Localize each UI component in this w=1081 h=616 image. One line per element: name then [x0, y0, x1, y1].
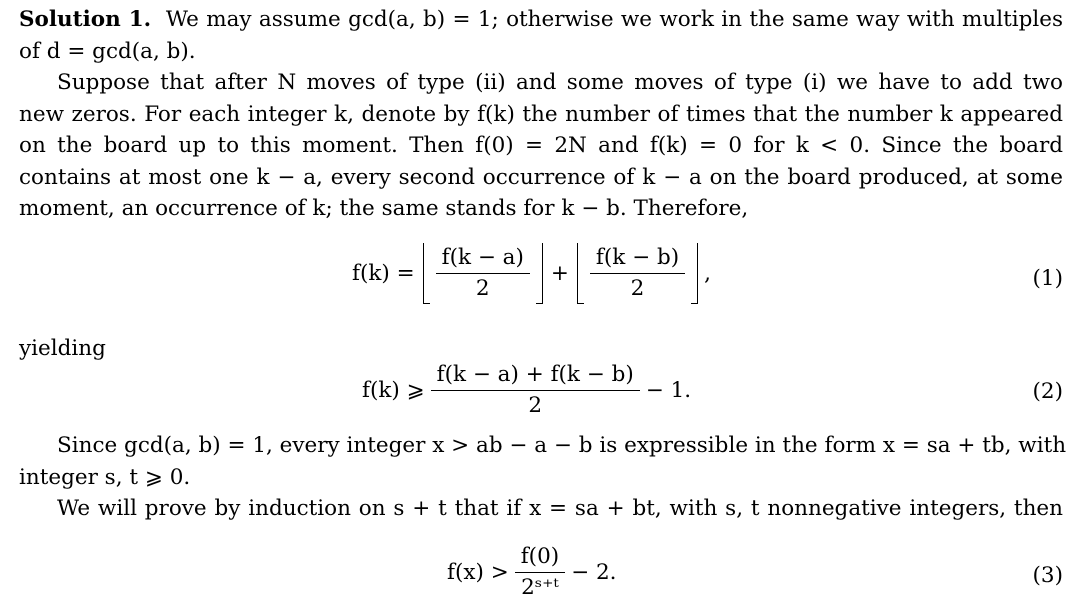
- equation-2: [0, 360, 1081, 430]
- denominator: 2: [630, 276, 645, 301]
- paragraph-1: [19, 4, 1063, 67]
- fraction: [515, 542, 565, 603]
- text-line: new zeros. For each integer k, denote by f(k) the number of times that the number k appeared: [19, 101, 1063, 127]
- numerator: f(k − b): [590, 243, 685, 274]
- plus-sign: +: [550, 261, 569, 286]
- equation-number: (2): [1032, 379, 1063, 404]
- paragraph-4: [19, 493, 1063, 525]
- text-line: of d = gcd(a, b).: [19, 38, 196, 64]
- text-line: integer s, t ⩾ 0.: [19, 464, 191, 490]
- fraction: [436, 243, 530, 304]
- numerator: f(k − a): [436, 243, 530, 274]
- denominator: 2ˢ⁺ᵗ: [521, 575, 559, 600]
- text-line: Since gcd(a, b) = 1, every integer x > ab − a − b is expressible in the form x = sa + tb, with: [57, 433, 1067, 458]
- eq3-lhs: f(x) >: [447, 560, 509, 585]
- floor-bracket: [577, 243, 698, 304]
- eq2-tail: − 1.: [645, 378, 692, 403]
- paragraph-3: [19, 430, 1067, 493]
- text-line: [19, 4, 1063, 36]
- equation-1: [0, 243, 1081, 313]
- equation-body: [352, 243, 711, 304]
- denominator: 2: [475, 276, 490, 301]
- text-line: Suppose that after N moves of type (ii) and some moves of type (i) we have to add two: [57, 70, 1063, 95]
- fraction: [590, 243, 685, 304]
- equation-number: (1): [1032, 266, 1063, 291]
- text-line: on the board up to this moment. Then f(0) = 2N and f(k) = 0 for k < 0. Since the board: [19, 133, 1063, 158]
- text-line: contains at most one k − a, every second occurrence of k − a on the board produced, at some: [19, 164, 1063, 190]
- paragraph-2: [19, 67, 1063, 225]
- eq2-lhs: f(k) ⩾: [362, 378, 425, 403]
- floor-bracket: [423, 243, 543, 304]
- numerator: f(0): [515, 542, 565, 573]
- eq1-tail: ,: [704, 261, 711, 286]
- text-line: We will prove by induction on s + t that if x = sa + bt, with s, t nonnegative integers, then: [57, 496, 1063, 521]
- line-text: We may assume gcd(a, b) = 1; otherwise we work in the same way with multiples: [165, 7, 1063, 32]
- solution-label: Solution 1.: [19, 7, 152, 32]
- eq1-lhs: f(k) =: [352, 261, 415, 286]
- equation-body: [447, 542, 617, 603]
- text-line: yielding: [19, 336, 106, 361]
- equation-body: [362, 360, 691, 421]
- text-line: moment, an occurrence of k; the same stands for k − b. Therefore,: [19, 196, 749, 221]
- equation-number: (3): [1032, 563, 1063, 588]
- fraction: [431, 360, 640, 421]
- equation-3: [0, 542, 1081, 612]
- numerator: f(k − a) + f(k − b): [431, 360, 640, 391]
- denominator: 2: [528, 393, 543, 418]
- eq3-tail: − 2.: [571, 560, 617, 585]
